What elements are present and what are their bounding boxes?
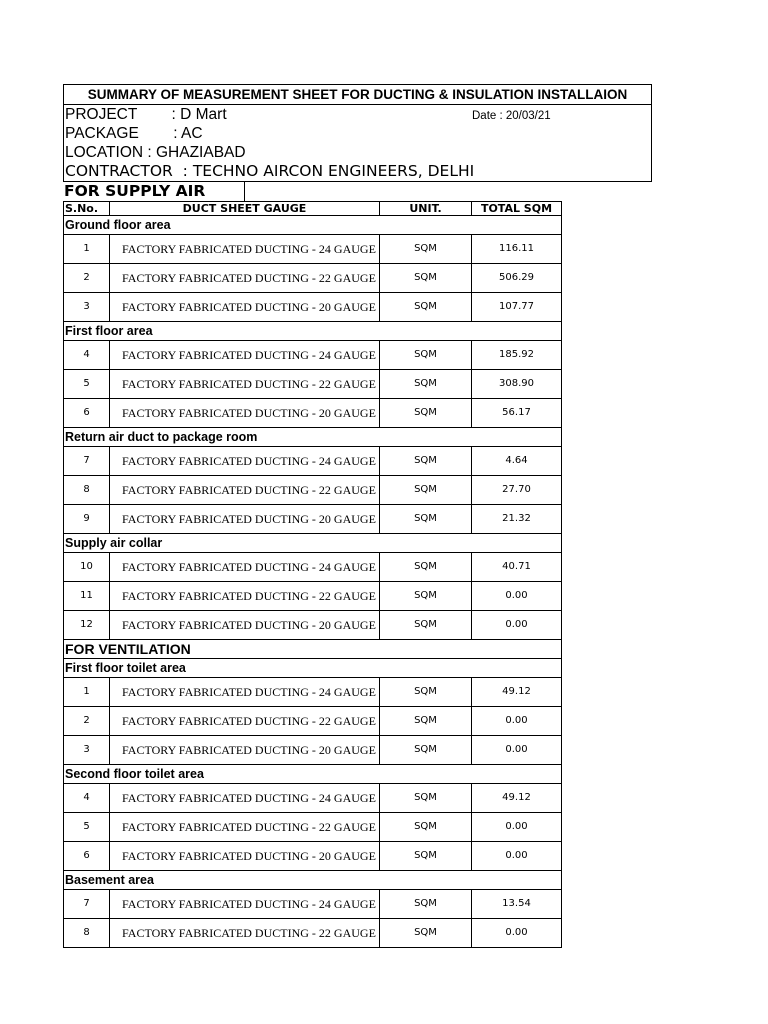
col-unit-header: UNIT. [380, 202, 472, 215]
unit-cell: SQM [380, 399, 472, 427]
section-heading: First floor toilet area [63, 659, 562, 678]
table-row [63, 370, 562, 399]
table-row [63, 553, 562, 582]
unit-cell: SQM [380, 370, 472, 398]
table-row [63, 890, 562, 919]
table-row [63, 919, 562, 948]
description-cell: FACTORY FABRICATED DUCTING - 22 GAUGE [110, 919, 380, 947]
total-sqm-cell: 0.00 [505, 850, 528, 861]
serial-number-cell: 4 [64, 784, 110, 812]
description-cell: FACTORY FABRICATED DUCTING - 22 GAUGE [110, 264, 380, 292]
total-sqm-cell: 0.00 [505, 927, 528, 938]
serial-number-cell: 5 [64, 813, 110, 841]
total-sqm-cell: 49.12 [502, 792, 531, 803]
serial-number-cell: 6 [64, 842, 110, 870]
unit-cell: SQM [380, 611, 472, 639]
unit-cell: SQM [380, 235, 472, 263]
package-line: PACKAGE : AC [65, 125, 203, 142]
description-cell: FACTORY FABRICATED DUCTING - 22 GAUGE [110, 813, 380, 841]
total-sqm-cell: 185.92 [499, 349, 534, 360]
unit-cell: SQM [380, 476, 472, 504]
total-sqm-cell: 21.32 [502, 513, 531, 524]
serial-number-cell: 10 [64, 553, 110, 581]
unit-cell: SQM [380, 919, 472, 947]
table-row [63, 264, 562, 293]
serial-number-cell: 3 [64, 293, 110, 321]
description-cell: FACTORY FABRICATED DUCTING - 22 GAUGE [110, 582, 380, 610]
total-sqm-cell: 0.00 [505, 821, 528, 832]
serial-number-cell: 4 [64, 341, 110, 369]
description-cell: FACTORY FABRICATED DUCTING - 20 GAUGE [110, 736, 380, 764]
col-gauge-header: DUCT SHEET GAUGE [110, 202, 380, 215]
total-sqm-cell: 0.00 [505, 715, 528, 726]
description-cell: FACTORY FABRICATED DUCTING - 22 GAUGE [110, 476, 380, 504]
total-sqm-cell: 116.11 [499, 243, 534, 254]
description-cell: FACTORY FABRICATED DUCTING - 24 GAUGE [110, 784, 380, 812]
description-cell: FACTORY FABRICATED DUCTING - 24 GAUGE [110, 553, 380, 581]
unit-cell: SQM [380, 784, 472, 812]
total-sqm-cell: 0.00 [505, 619, 528, 630]
table-row [63, 399, 562, 428]
serial-number-cell: 7 [64, 890, 110, 918]
table-row [63, 447, 562, 476]
table-row [63, 813, 562, 842]
serial-number-cell: 1 [64, 235, 110, 263]
serial-number-cell: 1 [64, 678, 110, 706]
table-row [63, 611, 562, 640]
total-sqm-cell: 0.00 [505, 744, 528, 755]
serial-number-cell: 7 [64, 447, 110, 475]
table-header [63, 201, 562, 216]
unit-cell: SQM [380, 341, 472, 369]
description-cell: FACTORY FABRICATED DUCTING - 20 GAUGE [110, 611, 380, 639]
serial-number-cell: 3 [64, 736, 110, 764]
document-title: SUMMARY OF MEASUREMENT SHEET FOR DUCTING & INSULATION INSTALLAION [64, 85, 651, 105]
section-heading: Ground floor area [63, 216, 562, 235]
unit-cell: SQM [380, 553, 472, 581]
description-cell: FACTORY FABRICATED DUCTING - 24 GAUGE [110, 890, 380, 918]
total-sqm-cell: 13.54 [502, 898, 531, 909]
table-row [63, 842, 562, 871]
table-row [63, 678, 562, 707]
total-sqm-cell: 506.29 [499, 272, 534, 283]
unit-cell: SQM [380, 505, 472, 533]
table-row [63, 736, 562, 765]
section-heading: Return air duct to package room [63, 428, 562, 447]
col-total-header: TOTAL SQM [480, 202, 553, 215]
serial-number-cell: 8 [64, 476, 110, 504]
description-cell: FACTORY FABRICATED DUCTING - 20 GAUGE [110, 399, 380, 427]
table-row [63, 784, 562, 813]
description-cell: FACTORY FABRICATED DUCTING - 22 GAUGE [110, 707, 380, 735]
total-sqm-cell: 308.90 [499, 378, 534, 389]
col-sno-header: S.No. [64, 202, 110, 215]
unit-cell: SQM [380, 707, 472, 735]
description-cell: FACTORY FABRICATED DUCTING - 24 GAUGE [110, 341, 380, 369]
location-line: LOCATION : GHAZIABAD [65, 144, 246, 161]
description-cell: FACTORY FABRICATED DUCTING - 20 GAUGE [110, 842, 380, 870]
description-cell: FACTORY FABRICATED DUCTING - 22 GAUGE [110, 370, 380, 398]
unit-cell: SQM [380, 736, 472, 764]
description-cell: FACTORY FABRICATED DUCTING - 24 GAUGE [110, 678, 380, 706]
serial-number-cell: 9 [64, 505, 110, 533]
serial-number-cell: 2 [64, 707, 110, 735]
supply-air-heading: FOR SUPPLY AIR [63, 182, 245, 201]
serial-number-cell: 5 [64, 370, 110, 398]
total-sqm-cell: 40.71 [502, 561, 531, 572]
section-heading: Basement area [63, 871, 562, 890]
table-row [63, 582, 562, 611]
section-heading: FOR VENTILATION [63, 640, 562, 659]
total-sqm-cell: 4.64 [505, 455, 528, 466]
unit-cell: SQM [380, 293, 472, 321]
table-row [63, 293, 562, 322]
section-heading: First floor area [63, 322, 562, 341]
table-row [63, 235, 562, 264]
description-cell: FACTORY FABRICATED DUCTING - 20 GAUGE [110, 293, 380, 321]
table-row [63, 341, 562, 370]
project-line: PROJECT : D Mart [65, 106, 227, 123]
unit-cell: SQM [380, 813, 472, 841]
total-sqm-cell: 49.12 [502, 686, 531, 697]
unit-cell: SQM [380, 678, 472, 706]
header-box [63, 84, 652, 182]
total-sqm-cell: 107.77 [499, 301, 534, 312]
unit-cell: SQM [380, 582, 472, 610]
table-row [63, 476, 562, 505]
section-heading: Second floor toilet area [63, 765, 562, 784]
unit-cell: SQM [380, 447, 472, 475]
serial-number-cell: 11 [64, 582, 110, 610]
contractor-line: CONTRACTOR : TECHNO AIRCON ENGINEERS, DELHI [65, 162, 475, 180]
serial-number-cell: 8 [64, 919, 110, 947]
serial-number-cell: 12 [64, 611, 110, 639]
table-row [63, 505, 562, 534]
total-sqm-cell: 0.00 [505, 590, 528, 601]
description-cell: FACTORY FABRICATED DUCTING - 24 GAUGE [110, 235, 380, 263]
description-cell: FACTORY FABRICATED DUCTING - 20 GAUGE [110, 505, 380, 533]
serial-number-cell: 2 [64, 264, 110, 292]
section-heading: Supply air collar [63, 534, 562, 553]
serial-number-cell: 6 [64, 399, 110, 427]
total-sqm-cell: 27.70 [502, 484, 531, 495]
table-row [63, 707, 562, 736]
unit-cell: SQM [380, 890, 472, 918]
unit-cell: SQM [380, 264, 472, 292]
unit-cell: SQM [380, 842, 472, 870]
date-label: Date : 20/03/21 [472, 110, 551, 122]
total-sqm-cell: 56.17 [502, 407, 531, 418]
description-cell: FACTORY FABRICATED DUCTING - 24 GAUGE [110, 447, 380, 475]
